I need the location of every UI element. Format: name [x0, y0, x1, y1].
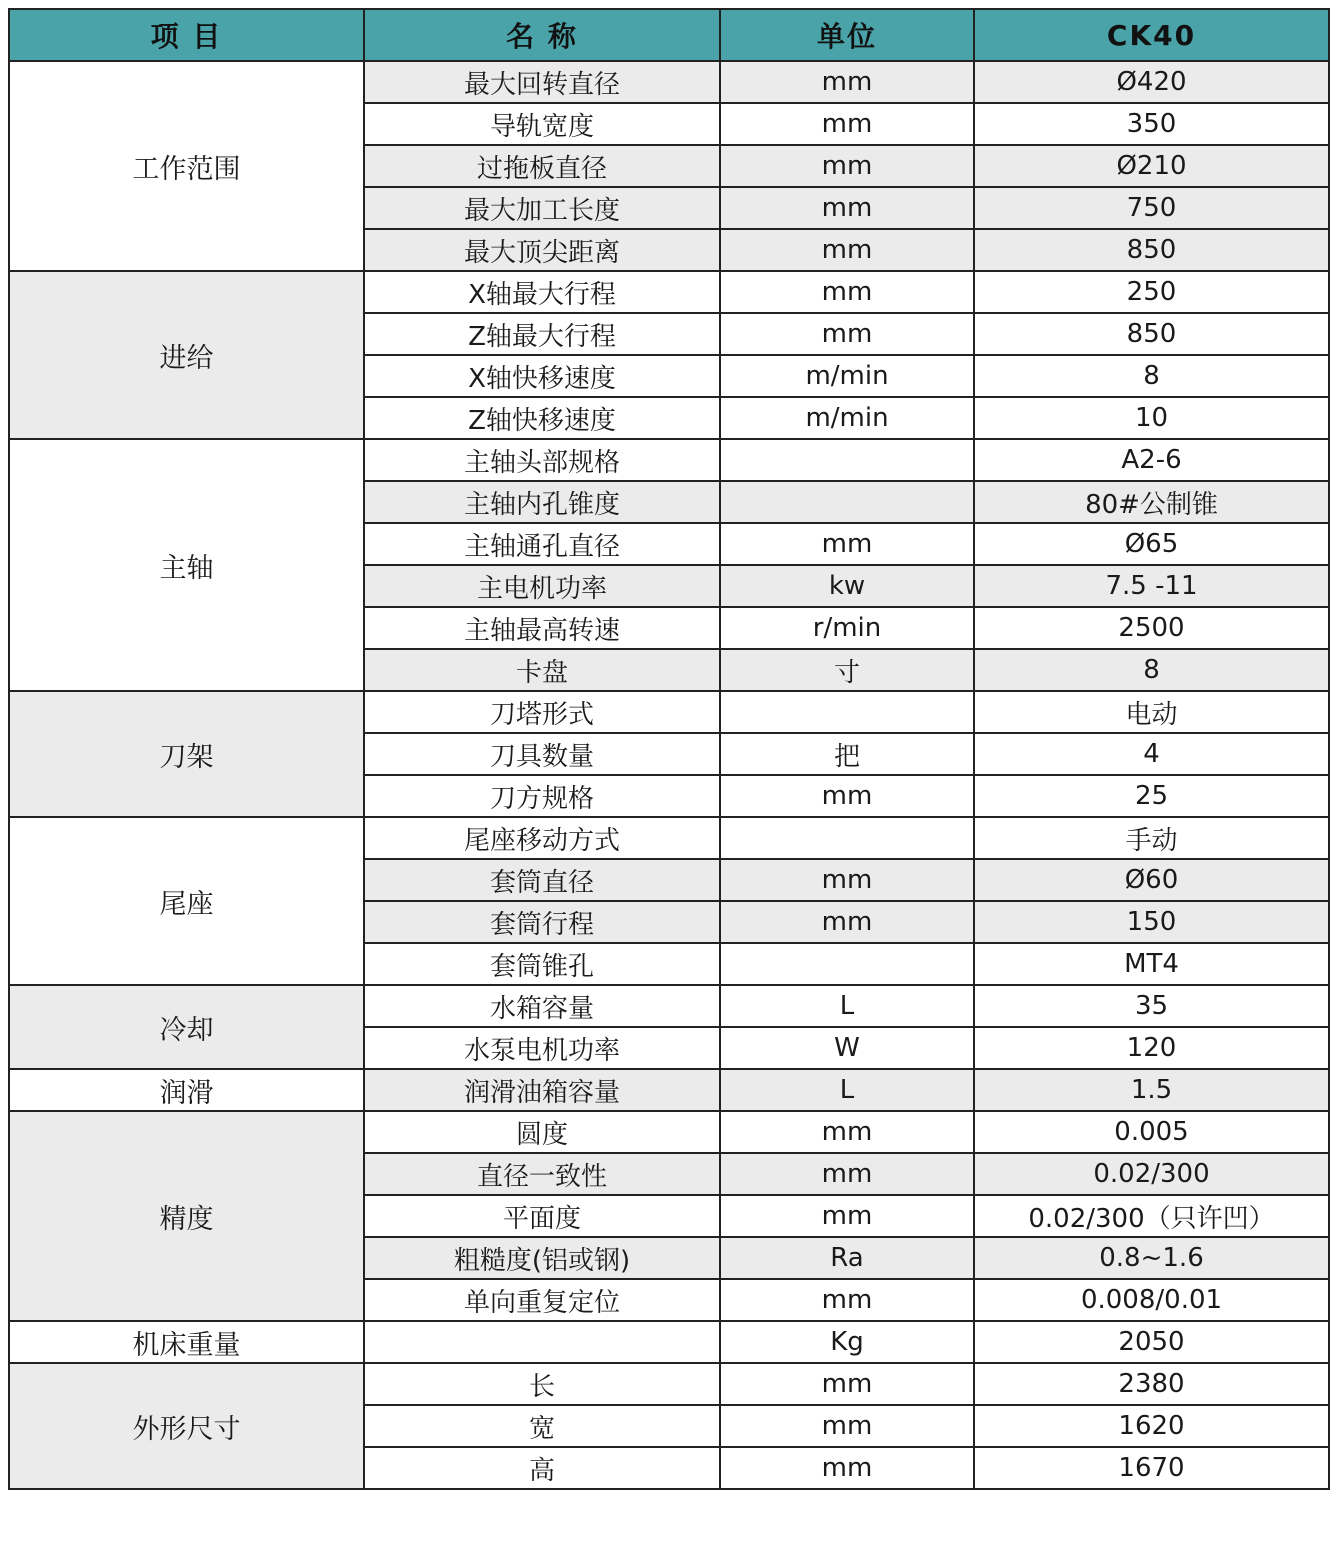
- value-cell: 250: [974, 271, 1329, 313]
- value-cell: 1670: [974, 1447, 1329, 1489]
- param-name-cell: 最大回转直径: [364, 61, 720, 103]
- group-cell: 尾座: [9, 817, 364, 985]
- unit-cell: [720, 691, 974, 733]
- value-cell: 8: [974, 355, 1329, 397]
- param-name-cell: Z轴最大行程: [364, 313, 720, 355]
- unit-cell: [720, 439, 974, 481]
- table-row: [9, 817, 1329, 859]
- param-name-cell: 粗糙度(铝或钢): [364, 1237, 720, 1279]
- header-item: 项 目: [9, 9, 364, 61]
- param-name-cell: 过拖板直径: [364, 145, 720, 187]
- group-cell: 冷却: [9, 985, 364, 1069]
- unit-cell: mm: [720, 1111, 974, 1153]
- param-name-cell: 平面度: [364, 1195, 720, 1237]
- group-cell: 刀架: [9, 691, 364, 817]
- unit-cell: mm: [720, 1195, 974, 1237]
- group-cell: 外形尺寸: [9, 1363, 364, 1489]
- unit-cell: m/min: [720, 397, 974, 439]
- value-cell: 0.02/300: [974, 1153, 1329, 1195]
- value-cell: 0.008/0.01: [974, 1279, 1329, 1321]
- unit-cell: W: [720, 1027, 974, 1069]
- param-name-cell: 卡盘: [364, 649, 720, 691]
- param-name-cell: 主轴内孔锥度: [364, 481, 720, 523]
- spec-table: [8, 8, 1330, 1490]
- unit-cell: kw: [720, 565, 974, 607]
- table-row: [9, 1363, 1329, 1405]
- value-cell: 4: [974, 733, 1329, 775]
- unit-cell: Kg: [720, 1321, 974, 1363]
- param-name-cell: 主电机功率: [364, 565, 720, 607]
- unit-cell: r/min: [720, 607, 974, 649]
- param-name-cell: 主轴头部规格: [364, 439, 720, 481]
- value-cell: 2380: [974, 1363, 1329, 1405]
- value-cell: Ø420: [974, 61, 1329, 103]
- group-cell: 工作范围: [9, 61, 364, 271]
- unit-cell: L: [720, 985, 974, 1027]
- group-cell: 精度: [9, 1111, 364, 1321]
- unit-cell: [720, 943, 974, 985]
- unit-cell: mm: [720, 187, 974, 229]
- unit-cell: [720, 817, 974, 859]
- value-cell: 150: [974, 901, 1329, 943]
- value-cell: Ø65: [974, 523, 1329, 565]
- table-row: [9, 1321, 1329, 1363]
- value-cell: 10: [974, 397, 1329, 439]
- value-cell: MT4: [974, 943, 1329, 985]
- unit-cell: mm: [720, 229, 974, 271]
- param-name-cell: 套筒直径: [364, 859, 720, 901]
- table-row: [9, 439, 1329, 481]
- value-cell: 1620: [974, 1405, 1329, 1447]
- param-name-cell: [364, 1321, 720, 1363]
- value-cell: Ø60: [974, 859, 1329, 901]
- param-name-cell: 套筒锥孔: [364, 943, 720, 985]
- value-cell: 850: [974, 313, 1329, 355]
- param-name-cell: 套筒行程: [364, 901, 720, 943]
- value-cell: 2050: [974, 1321, 1329, 1363]
- header-name: 名 称: [364, 9, 720, 61]
- param-name-cell: 水箱容量: [364, 985, 720, 1027]
- unit-cell: mm: [720, 61, 974, 103]
- param-name-cell: 长: [364, 1363, 720, 1405]
- value-cell: 0.8~1.6: [974, 1237, 1329, 1279]
- unit-cell: mm: [720, 1363, 974, 1405]
- unit-cell: mm: [720, 145, 974, 187]
- value-cell: 手动: [974, 817, 1329, 859]
- param-name-cell: 尾座移动方式: [364, 817, 720, 859]
- table-row: [9, 271, 1329, 313]
- table-row: [9, 1069, 1329, 1111]
- param-name-cell: 圆度: [364, 1111, 720, 1153]
- unit-cell: mm: [720, 775, 974, 817]
- param-name-cell: 主轴最高转速: [364, 607, 720, 649]
- header-model: CK40: [974, 9, 1329, 61]
- value-cell: 750: [974, 187, 1329, 229]
- value-cell: 80#公制锥: [974, 481, 1329, 523]
- param-name-cell: 水泵电机功率: [364, 1027, 720, 1069]
- unit-cell: 寸: [720, 649, 974, 691]
- table-row: [9, 985, 1329, 1027]
- unit-cell: m/min: [720, 355, 974, 397]
- param-name-cell: X轴快移速度: [364, 355, 720, 397]
- value-cell: 25: [974, 775, 1329, 817]
- value-cell: 电动: [974, 691, 1329, 733]
- param-name-cell: Z轴快移速度: [364, 397, 720, 439]
- unit-cell: Ra: [720, 1237, 974, 1279]
- group-cell: 进给: [9, 271, 364, 439]
- value-cell: 0.02/300（只许凹）: [974, 1195, 1329, 1237]
- unit-cell: mm: [720, 523, 974, 565]
- param-name-cell: 宽: [364, 1405, 720, 1447]
- value-cell: 120: [974, 1027, 1329, 1069]
- unit-cell: mm: [720, 1405, 974, 1447]
- value-cell: 35: [974, 985, 1329, 1027]
- unit-cell: mm: [720, 901, 974, 943]
- unit-cell: mm: [720, 313, 974, 355]
- unit-cell: mm: [720, 859, 974, 901]
- unit-cell: mm: [720, 1279, 974, 1321]
- table-header: [9, 9, 1329, 61]
- value-cell: 0.005: [974, 1111, 1329, 1153]
- header-row: [9, 9, 1329, 61]
- param-name-cell: 主轴通孔直径: [364, 523, 720, 565]
- unit-cell: mm: [720, 1447, 974, 1489]
- header-unit: 单位: [720, 9, 974, 61]
- param-name-cell: 刀具数量: [364, 733, 720, 775]
- param-name-cell: 刀塔形式: [364, 691, 720, 733]
- value-cell: 7.5 -11: [974, 565, 1329, 607]
- unit-cell: 把: [720, 733, 974, 775]
- value-cell: 350: [974, 103, 1329, 145]
- group-cell: 主轴: [9, 439, 364, 691]
- param-name-cell: 最大顶尖距离: [364, 229, 720, 271]
- param-name-cell: 导轨宽度: [364, 103, 720, 145]
- value-cell: Ø210: [974, 145, 1329, 187]
- table-row: [9, 61, 1329, 103]
- param-name-cell: 最大加工长度: [364, 187, 720, 229]
- value-cell: 850: [974, 229, 1329, 271]
- unit-cell: mm: [720, 271, 974, 313]
- table-body: [9, 61, 1329, 1489]
- param-name-cell: 单向重复定位: [364, 1279, 720, 1321]
- value-cell: 2500: [974, 607, 1329, 649]
- unit-cell: mm: [720, 103, 974, 145]
- param-name-cell: 直径一致性: [364, 1153, 720, 1195]
- value-cell: A2-6: [974, 439, 1329, 481]
- table-row: [9, 691, 1329, 733]
- group-cell: 润滑: [9, 1069, 364, 1111]
- param-name-cell: 润滑油箱容量: [364, 1069, 720, 1111]
- param-name-cell: X轴最大行程: [364, 271, 720, 313]
- group-cell: 机床重量: [9, 1321, 364, 1363]
- unit-cell: L: [720, 1069, 974, 1111]
- param-name-cell: 刀方规格: [364, 775, 720, 817]
- unit-cell: [720, 481, 974, 523]
- param-name-cell: 高: [364, 1447, 720, 1489]
- table-row: [9, 1111, 1329, 1153]
- unit-cell: mm: [720, 1153, 974, 1195]
- value-cell: 8: [974, 649, 1329, 691]
- value-cell: 1.5: [974, 1069, 1329, 1111]
